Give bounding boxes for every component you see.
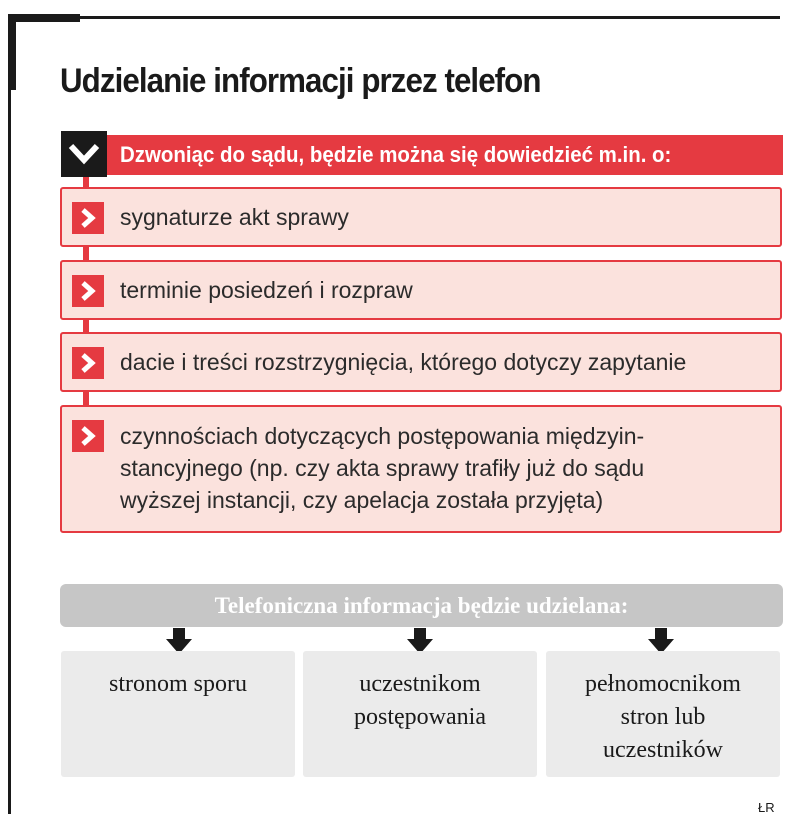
chevron-down-icon bbox=[61, 131, 107, 177]
frame-corner-left bbox=[8, 14, 16, 90]
item-line: stancyjnego (np. czy akta sprawy trafiły już do sądu bbox=[120, 455, 645, 481]
list-item bbox=[60, 405, 782, 533]
frame-left-rule bbox=[8, 14, 11, 814]
box-line: stron lub bbox=[620, 704, 706, 730]
recipient-box bbox=[61, 651, 295, 777]
page-title: Udzielanie informacji przez telefon bbox=[60, 62, 541, 100]
chevron-right-icon bbox=[72, 202, 104, 234]
box-line: postępowania bbox=[354, 704, 486, 730]
chevron-right-icon bbox=[72, 420, 104, 452]
list-item bbox=[60, 332, 782, 392]
author-credit: ŁR bbox=[758, 800, 775, 815]
chevron-right-icon bbox=[72, 347, 104, 379]
info-heading-bar bbox=[60, 584, 783, 627]
frame-corner-top bbox=[8, 14, 80, 22]
list-item bbox=[60, 187, 782, 247]
header-text: Dzwoniąc do sądu, będzie można się dowiedzieć m.in. o: bbox=[120, 142, 672, 167]
frame-top-rule bbox=[8, 16, 780, 19]
item-line: sygnaturze akt sprawy bbox=[120, 204, 349, 230]
recipient-box bbox=[546, 651, 780, 777]
box-line: pełnomocnikom bbox=[585, 671, 741, 697]
box-line: stronom sporu bbox=[109, 671, 247, 697]
item-line: dacie i treści rozstrzygnięcia, którego dotyczy zapytanie bbox=[120, 349, 687, 375]
box-line: uczestnikom bbox=[359, 671, 481, 697]
chevron-right-icon bbox=[72, 275, 104, 307]
item-line: wyższej instancji, czy apelacja została przyjęta) bbox=[120, 487, 604, 513]
info-heading: Telefoniczna informacja będzie udzielana: bbox=[214, 593, 629, 618]
list-item bbox=[60, 260, 782, 320]
item-line: czynnościach dotyczących postępowania międzyin- bbox=[120, 423, 645, 449]
item-line: terminie posiedzeń i rozpraw bbox=[120, 277, 413, 303]
box-line: uczestników bbox=[603, 737, 723, 763]
recipient-box bbox=[303, 651, 537, 777]
